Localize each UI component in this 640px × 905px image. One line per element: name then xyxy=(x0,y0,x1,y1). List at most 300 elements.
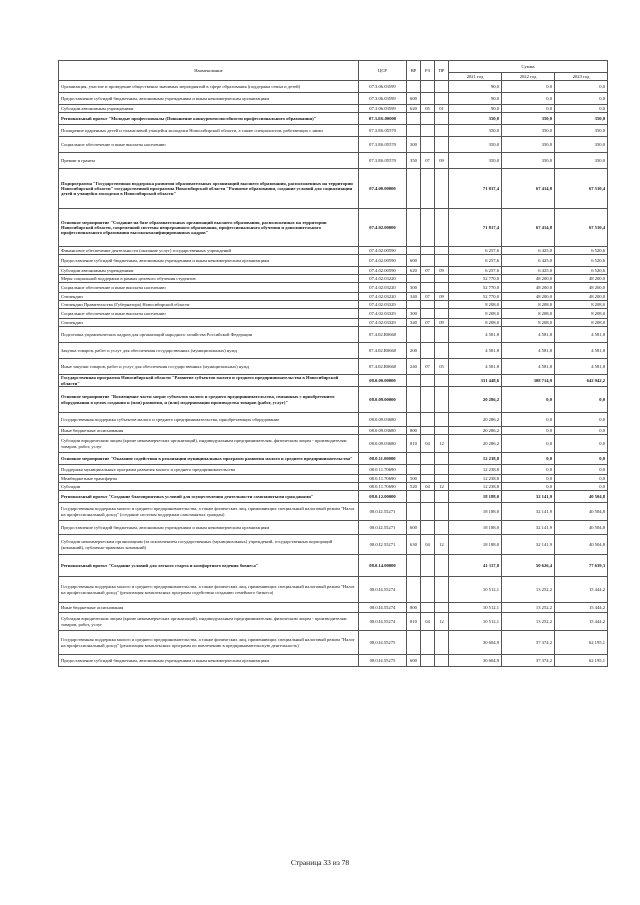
row-vr: 620 xyxy=(407,267,421,275)
row-vr xyxy=(407,503,421,521)
row-code: 08.0.09.03680 xyxy=(359,435,407,453)
row-value-2023: 642 942,2 xyxy=(555,375,608,387)
row-name: Иные бюджетные ассигнования xyxy=(59,427,359,435)
row-value-2021: 30 604,9 xyxy=(449,655,502,667)
row-name: Основное мероприятие "Оказание содействия в реализации муниципальных программ развития малого и среднего предпринимательства" xyxy=(59,453,359,465)
row-rz xyxy=(421,137,435,153)
row-code: 08.0.11.70690 xyxy=(359,475,407,483)
row-value-2023: 8 208,0 xyxy=(555,301,608,309)
row-rz xyxy=(421,491,435,503)
row-rz: 04 xyxy=(421,613,435,631)
row-pr: 12 xyxy=(435,535,449,555)
row-pr xyxy=(435,427,449,435)
row-rz xyxy=(421,343,435,359)
row-pr xyxy=(435,387,449,413)
row-value-2022: 32 141,9 xyxy=(502,491,555,503)
row-rz xyxy=(421,275,435,283)
row-value-2022: 0,0 xyxy=(502,413,555,427)
row-pr xyxy=(435,491,449,503)
row-code: 07.4.02.R0660 xyxy=(359,343,407,359)
row-name: Региональный проект "Молодые профессионалы (Повышение конкурентоспособности профессионального образования)" xyxy=(59,113,359,125)
row-pr: 09 xyxy=(435,153,449,169)
row-value-2023: 0,0 xyxy=(555,427,608,435)
row-vr: 340 xyxy=(407,293,421,301)
row-value-2021: 52 770,0 xyxy=(449,293,502,301)
row-rz: 07 xyxy=(421,293,435,301)
row-rz xyxy=(421,427,435,435)
row-value-2023: 4 581,8 xyxy=(555,359,608,375)
row-value-2022: 8 208,0 xyxy=(502,301,555,309)
row-rz: 07 xyxy=(421,153,435,169)
row-vr: 630 xyxy=(407,535,421,555)
row-name: Стипендии xyxy=(59,319,359,327)
row-code: 08.0.09.03680 xyxy=(359,427,407,435)
row-vr: 340 xyxy=(407,319,421,327)
row-value-2023: 67 510,4 xyxy=(555,169,608,209)
table-row xyxy=(59,465,608,475)
row-value-2023: 77 639,3 xyxy=(555,555,608,577)
row-value-2022: 8 208,0 xyxy=(502,319,555,327)
table-row xyxy=(59,247,608,255)
row-value-2021: 4 581,8 xyxy=(449,327,502,343)
row-pr: 09 xyxy=(435,267,449,275)
table-row xyxy=(59,137,608,153)
row-name: Стипендии xyxy=(59,293,359,301)
row-name: Иные бюджетные ассигнования xyxy=(59,603,359,613)
row-value-2022: 6 425,0 xyxy=(502,247,555,255)
row-vr xyxy=(407,413,421,427)
row-name: Субсидии юридическим лицам (кроме некоммерческих организаций), индивидуальным предпринимателям, физическим лицам - производителям товаров, работ, услуг xyxy=(59,435,359,453)
header-pr: ПР xyxy=(435,61,449,81)
row-vr xyxy=(407,113,421,125)
row-name: Субсидии xyxy=(59,483,359,491)
row-value-2021: 331 448,6 xyxy=(449,375,502,387)
row-value-2023: 0,0 xyxy=(555,413,608,427)
row-pr xyxy=(435,309,449,319)
row-name: Поддержка муниципальных программ развития малого и среднего предпринимательства xyxy=(59,465,359,475)
row-value-2023: 67 510,4 xyxy=(555,209,608,247)
row-code: 08.0.12.00000 xyxy=(359,491,407,503)
row-value-2022: 4 581,8 xyxy=(502,343,555,359)
header-csr: ЦСР xyxy=(359,61,407,81)
row-value-2022: 48 200,0 xyxy=(502,275,555,283)
header-2021: 2021 год xyxy=(449,73,502,81)
row-pr xyxy=(435,465,449,475)
row-value-2022: 350,0 xyxy=(502,153,555,169)
row-value-2023: 0,0 xyxy=(555,475,608,483)
row-value-2021: 4 581,8 xyxy=(449,359,502,375)
table-row xyxy=(59,255,608,267)
row-rz xyxy=(421,283,435,293)
row-vr xyxy=(407,453,421,465)
table-row xyxy=(59,283,608,293)
row-value-2023: 48 200,0 xyxy=(555,293,608,301)
row-value-2021: 10 512,1 xyxy=(449,577,502,603)
row-rz xyxy=(421,93,435,105)
row-code: 07.3.E6.05570 xyxy=(359,125,407,137)
row-vr xyxy=(407,631,421,655)
row-name: Социальное обеспечение и иные выплаты населению xyxy=(59,137,359,153)
row-value-2021: 10 512,1 xyxy=(449,603,502,613)
row-rz xyxy=(421,577,435,603)
table-row xyxy=(59,105,608,113)
row-rz xyxy=(421,125,435,137)
row-value-2022: 32 141,9 xyxy=(502,521,555,535)
row-name: Субсидии автономным учреждениям xyxy=(59,105,359,113)
header-vr: ВР xyxy=(407,61,421,81)
row-vr: 500 xyxy=(407,475,421,483)
row-name: Региональный проект "Создание условий для легкого старта и комфортного ведения бизнеса" xyxy=(59,555,359,577)
row-vr: 300 xyxy=(407,283,421,293)
row-value-2023: 48 200,0 xyxy=(555,275,608,283)
row-vr xyxy=(407,81,421,93)
row-vr: 620 xyxy=(407,105,421,113)
row-code: 08.0.09.00000 xyxy=(359,387,407,413)
row-rz: 04 xyxy=(421,535,435,555)
row-pr xyxy=(435,631,449,655)
row-value-2023: 62 195,1 xyxy=(555,655,608,667)
row-rz xyxy=(421,309,435,319)
row-vr: 520 xyxy=(407,483,421,491)
table-row xyxy=(59,81,608,93)
row-vr xyxy=(407,275,421,283)
row-value-2022: 32 141,9 xyxy=(502,535,555,555)
row-value-2021: 350,0 xyxy=(449,113,502,125)
row-value-2023: 0,0 xyxy=(555,453,608,465)
row-name: Субсидии юридическим лицам (кроме некоммерческих организаций), индивидуальным предпринимателям, физическим лицам - производителям товаров, работ, услуг xyxy=(59,613,359,631)
row-code: 07.4.02.00590 xyxy=(359,255,407,267)
row-rz xyxy=(421,255,435,267)
row-code: 08.0.I4.55275 xyxy=(359,655,407,667)
row-pr xyxy=(435,453,449,465)
row-value-2021: 90,0 xyxy=(449,105,502,113)
table-row xyxy=(59,453,608,465)
row-rz xyxy=(421,465,435,475)
table-row xyxy=(59,113,608,125)
row-value-2022: 0,0 xyxy=(502,427,555,435)
row-value-2023: 0,0 xyxy=(555,105,608,113)
row-code: 07.4.02.03329 xyxy=(359,319,407,327)
table-row xyxy=(59,375,608,387)
row-vr: 600 xyxy=(407,93,421,105)
row-value-2021: 12 238,8 xyxy=(449,465,502,475)
row-value-2023: 4 581,8 xyxy=(555,343,608,359)
row-name: Социальное обеспечение и иные выплаты населению xyxy=(59,283,359,293)
row-name: Основное мероприятие "Возмещение части затрат субъектов малого и среднего предпринимательства, связанных с приобретением оборудования в целях создания и (или) развития, и (или) модернизации производства товаров (работ, услуг)" xyxy=(59,387,359,413)
row-value-2021: 90,0 xyxy=(449,93,502,105)
row-value-2023: 350,0 xyxy=(555,137,608,153)
row-value-2021: 12 238,8 xyxy=(449,475,502,483)
row-value-2023: 15 444,2 xyxy=(555,577,608,603)
row-pr xyxy=(435,247,449,255)
row-rz xyxy=(421,521,435,535)
row-vr: 800 xyxy=(407,603,421,613)
table-row xyxy=(59,483,608,491)
row-value-2021: 8 208,0 xyxy=(449,309,502,319)
row-value-2022: 0,0 xyxy=(502,387,555,413)
row-value-2023: 8 208,0 xyxy=(555,319,608,327)
row-value-2021: 30 604,9 xyxy=(449,631,502,655)
row-rz xyxy=(421,603,435,613)
row-value-2021: 18 188,0 xyxy=(449,535,502,555)
row-code: 08.0.14.00000 xyxy=(359,555,407,577)
row-code: 07.3.06.03599 xyxy=(359,93,407,105)
row-name: Межбюджетные трансферты xyxy=(59,475,359,483)
row-vr: 300 xyxy=(407,309,421,319)
row-pr xyxy=(435,655,449,667)
row-rz xyxy=(421,169,435,209)
row-vr xyxy=(407,301,421,309)
row-name: Предоставление субсидий бюджетным, автономным учреждениям и иным некоммерческим организациям xyxy=(59,521,359,535)
row-pr xyxy=(435,283,449,293)
row-value-2022: 50 626,4 xyxy=(502,555,555,577)
row-rz xyxy=(421,387,435,413)
row-value-2023: 0,0 xyxy=(555,465,608,475)
row-code: 07.4.02.03329 xyxy=(359,309,407,319)
row-rz: 05 xyxy=(421,105,435,113)
row-value-2022: 0,0 xyxy=(502,465,555,475)
row-value-2022: 350,0 xyxy=(502,137,555,153)
table-row xyxy=(59,301,608,309)
row-value-2022: 0,0 xyxy=(502,453,555,465)
row-code: 08.0.I2.55271 xyxy=(359,521,407,535)
row-value-2023: 40 504,8 xyxy=(555,535,608,555)
row-pr xyxy=(435,169,449,209)
row-value-2022: 0,0 xyxy=(502,483,555,491)
row-pr xyxy=(435,113,449,125)
row-pr xyxy=(435,125,449,137)
row-value-2021: 6 257,6 xyxy=(449,267,502,275)
row-value-2022: 37 374,2 xyxy=(502,655,555,667)
row-vr: 600 xyxy=(407,655,421,667)
row-rz xyxy=(421,81,435,93)
row-rz xyxy=(421,555,435,577)
row-value-2022: 13 252,2 xyxy=(502,577,555,603)
row-value-2022: 8 208,0 xyxy=(502,309,555,319)
row-value-2023: 350,0 xyxy=(555,113,608,125)
row-name: Предоставление субсидий бюджетным, автономным учреждениям и иным некоммерческим организациям xyxy=(59,655,359,667)
row-code: 08.0.I4.55274 xyxy=(359,613,407,631)
row-vr: 350 xyxy=(407,153,421,169)
table-row xyxy=(59,577,608,603)
table-row xyxy=(59,521,608,535)
row-code: 08.0.00.00000 xyxy=(359,375,407,387)
page-number: Страница 33 из 78 xyxy=(290,858,350,867)
table-row xyxy=(59,427,608,435)
row-name: Государственная программа Новосибирской области "Развитие субъектов малого и среднего предпринимательства в Новосибирской области" xyxy=(59,375,359,387)
row-value-2022: 0,0 xyxy=(502,105,555,113)
row-value-2021: 41 117,0 xyxy=(449,555,502,577)
row-name: Региональный проект "Создание благоприятных условий для осуществления деятельности самозанятыми гражданами" xyxy=(59,491,359,503)
row-value-2023: 40 504,8 xyxy=(555,491,608,503)
row-pr: 09 xyxy=(435,319,449,327)
row-value-2021: 20 286,2 xyxy=(449,387,502,413)
row-name: Организация, участие и проведение общественно значимых мероприятий в сфере образования (поддержка семьи и детей) xyxy=(59,81,359,93)
row-value-2022: 48 200,0 xyxy=(502,293,555,301)
row-code: 07.4.02.00590 xyxy=(359,267,407,275)
row-pr xyxy=(435,209,449,247)
row-value-2023: 0,0 xyxy=(555,93,608,105)
row-pr xyxy=(435,375,449,387)
row-name: Социальное обеспечение и иные выплаты населению xyxy=(59,309,359,319)
row-value-2022: 0,0 xyxy=(502,93,555,105)
row-vr: 600 xyxy=(407,521,421,535)
row-pr xyxy=(435,603,449,613)
row-value-2023: 4 581,8 xyxy=(555,327,608,343)
row-value-2021: 52 770,0 xyxy=(449,275,502,283)
row-name: Предоставление субсидий бюджетным, автономным учреждениям и иным некоммерческим организациям xyxy=(59,93,359,105)
table-header xyxy=(59,61,608,81)
row-vr xyxy=(407,327,421,343)
row-name: Предоставление субсидий бюджетным, автономным учреждениям и иным некоммерческим организациям xyxy=(59,255,359,267)
row-pr: 01 xyxy=(435,105,449,113)
row-value-2023: 0,0 xyxy=(555,387,608,413)
row-name: Государственная поддержка субъектов малого и среднего предпринимательства, приобретающих оборудование xyxy=(59,413,359,427)
row-value-2023: 6 520,6 xyxy=(555,267,608,275)
table-row xyxy=(59,491,608,503)
row-value-2021: 12 238,8 xyxy=(449,453,502,465)
row-code: 07.3.06.03599 xyxy=(359,105,407,113)
row-value-2021: 6 257,6 xyxy=(449,255,502,267)
row-vr: 300 xyxy=(407,137,421,153)
row-value-2021: 6 257,6 xyxy=(449,247,502,255)
row-vr xyxy=(407,491,421,503)
table-row xyxy=(59,359,608,375)
table-row xyxy=(59,309,608,319)
row-pr xyxy=(435,521,449,535)
row-code: 08.0.I4.55274 xyxy=(359,577,407,603)
row-name: Премии и гранты xyxy=(59,153,359,169)
table-row xyxy=(59,125,608,137)
row-value-2022: 13 252,2 xyxy=(502,613,555,631)
row-code: 07.4.02.R0660 xyxy=(359,327,407,343)
table-row xyxy=(59,475,608,483)
row-rz: 04 xyxy=(421,483,435,491)
row-vr: 600 xyxy=(407,255,421,267)
row-value-2021: 18 188,0 xyxy=(449,503,502,521)
table-row xyxy=(59,267,608,275)
row-vr: 800 xyxy=(407,427,421,435)
row-value-2023: 350,0 xyxy=(555,153,608,169)
table-row xyxy=(59,209,608,247)
row-value-2022: 13 252,2 xyxy=(502,603,555,613)
row-rz xyxy=(421,327,435,343)
table-row xyxy=(59,435,608,453)
row-name: Государственная поддержка малого и среднего предпринимательства, а также физических лиц, применяющих специальный налоговый режим "Налог на профессиональный доход" (создание системы поддержки самозанятых граждан) xyxy=(59,503,359,521)
row-name: Государственная поддержка малого и среднего предпринимательства, а также физических лиц, применяющих специальный налоговый режим "Налог на профессиональный доход" (реализация комплексных программ по вовлечению в предпринимательскую деятельность) xyxy=(59,631,359,655)
table-row xyxy=(59,413,608,427)
row-value-2022: 32 141,9 xyxy=(502,503,555,521)
row-rz: 04 xyxy=(421,435,435,453)
row-pr xyxy=(435,327,449,343)
row-vr xyxy=(407,169,421,209)
header-2023: 2023 год xyxy=(555,73,608,81)
row-value-2023: 15 444,2 xyxy=(555,613,608,631)
row-vr xyxy=(407,209,421,247)
row-name: Меры социальной поддержки в рамках целевого обучения студентов xyxy=(59,275,359,283)
row-vr: 810 xyxy=(407,435,421,453)
row-value-2022: 0,0 xyxy=(502,475,555,483)
row-name: Иные закупки товаров, работ и услуг для обеспечения государственных (муниципальных) нужд xyxy=(59,359,359,375)
table-row xyxy=(59,153,608,169)
row-rz: 07 xyxy=(421,267,435,275)
row-value-2021: 4 581,8 xyxy=(449,343,502,359)
table-row xyxy=(59,535,608,555)
row-value-2022: 67 414,8 xyxy=(502,169,555,209)
row-pr xyxy=(435,301,449,309)
row-pr: 12 xyxy=(435,435,449,453)
table-row xyxy=(59,503,608,521)
row-code: 07.4.02.03329 xyxy=(359,301,407,309)
row-value-2021: 71 817,4 xyxy=(449,169,502,209)
row-vr: 240 xyxy=(407,359,421,375)
row-value-2021: 90,0 xyxy=(449,81,502,93)
table-row xyxy=(59,655,608,667)
row-vr xyxy=(407,555,421,577)
row-value-2023: 0,0 xyxy=(555,81,608,93)
row-rz xyxy=(421,301,435,309)
row-value-2022: 37 374,2 xyxy=(502,631,555,655)
row-code: 08.0.11.70690 xyxy=(359,483,407,491)
row-value-2021: 350,0 xyxy=(449,153,502,169)
row-name: Подпрограмма "Государственная поддержка развития образовательных организаций высшего образования, расположенных на территории Новосибирской области" государственной программы Новосибирской области "Развитие образования, создание условий для социализации детей и учащейся молодежи в Новосибирской области" xyxy=(59,169,359,209)
row-name: Субсидии автономным учреждениям xyxy=(59,267,359,275)
row-pr xyxy=(435,275,449,283)
row-code: 07.4.00.00000 xyxy=(359,169,407,209)
table-row xyxy=(59,603,608,613)
row-vr xyxy=(407,375,421,387)
row-name: Финансовое обеспечение деятельности (оказание услуг) государственных учреждений xyxy=(59,247,359,255)
row-name: Поощрение одаренных детей и талантливой учащейся молодежи Новосибирской области, а также специалистов, работающих с ними xyxy=(59,125,359,137)
row-rz xyxy=(421,655,435,667)
row-code: 08.0.I4.55275 xyxy=(359,631,407,655)
row-rz xyxy=(421,209,435,247)
row-rz: 07 xyxy=(421,319,435,327)
header-rz: РЗ xyxy=(421,61,435,81)
row-value-2023: 8 208,0 xyxy=(555,309,608,319)
row-pr: 12 xyxy=(435,613,449,631)
row-value-2021: 52 770,0 xyxy=(449,283,502,293)
row-rz xyxy=(421,375,435,387)
row-value-2022: 308 714,9 xyxy=(502,375,555,387)
row-value-2021: 18 188,0 xyxy=(449,521,502,535)
row-value-2023: 350,0 xyxy=(555,125,608,137)
row-pr xyxy=(435,577,449,603)
row-value-2023: 48 200,0 xyxy=(555,283,608,293)
row-value-2021: 8 208,0 xyxy=(449,301,502,309)
row-vr: 200 xyxy=(407,343,421,359)
row-value-2021: 350,0 xyxy=(449,137,502,153)
row-name: Субсидии некоммерческим организациям (за исключением государственных (муниципальных) учреждений, государственных корпораций (компаний), публично-правовых компаний) xyxy=(59,535,359,555)
table-row xyxy=(59,343,608,359)
table-row xyxy=(59,275,608,283)
row-value-2022: 0,0 xyxy=(502,435,555,453)
row-vr xyxy=(407,387,421,413)
row-name: Основное мероприятие "Создание на базе образовательных организаций высшего образования, расположенных на территории Новосибирской области, современной системы непрерывного образования, профессионального обучения и дополнительного профессионального образования высококвалифицированных кадров" xyxy=(59,209,359,247)
row-rz xyxy=(421,503,435,521)
row-value-2023: 62 195,1 xyxy=(555,631,608,655)
row-value-2022: 48 200,0 xyxy=(502,283,555,293)
row-code: 08.0.11.00000 xyxy=(359,453,407,465)
row-code: 07.4.02.00000 xyxy=(359,209,407,247)
row-pr: 12 xyxy=(435,483,449,491)
row-code: 07.4.02.00590 xyxy=(359,247,407,255)
table-row xyxy=(59,319,608,327)
row-value-2021: 20 286,2 xyxy=(449,427,502,435)
row-value-2023: 6 520,6 xyxy=(555,247,608,255)
row-rz xyxy=(421,413,435,427)
row-value-2021: 8 208,0 xyxy=(449,319,502,327)
